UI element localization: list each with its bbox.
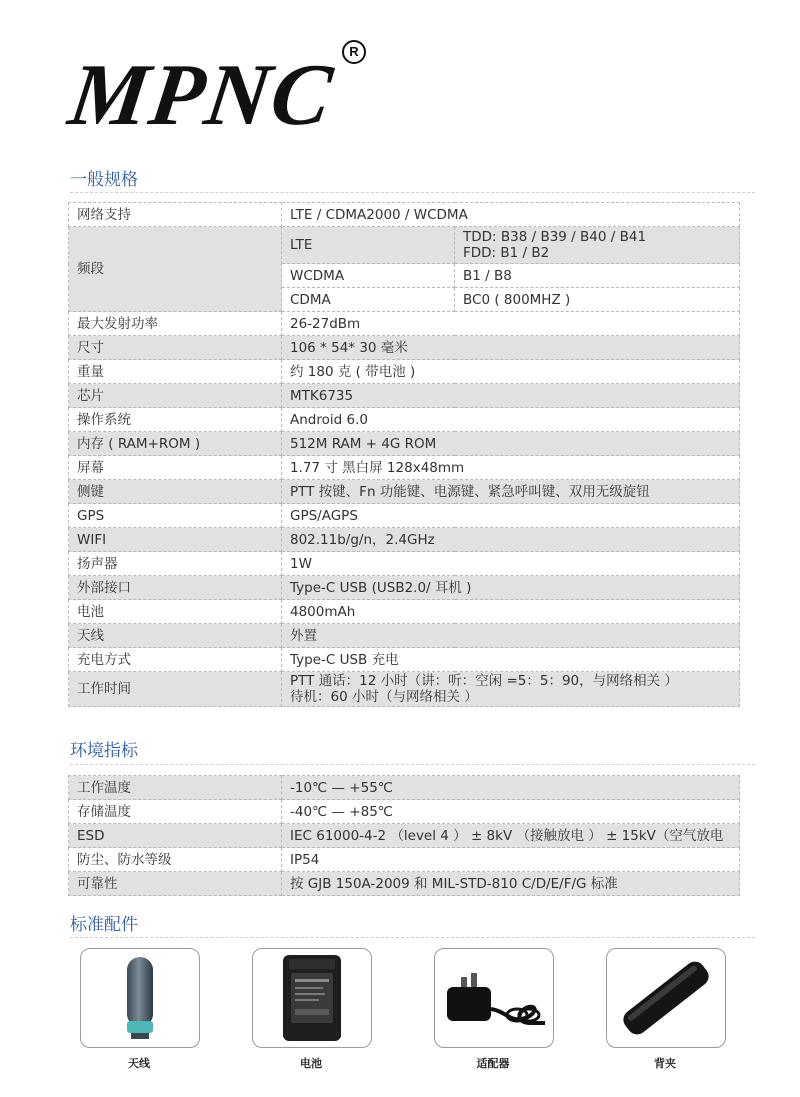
section-title-general: 一般规格 — [70, 170, 138, 190]
spec-value — [282, 672, 740, 707]
spec-key: 工作时间 — [69, 672, 282, 707]
accessory-card — [80, 948, 200, 1048]
adapter-icon — [435, 949, 553, 1047]
section-divider — [70, 937, 755, 938]
table-row — [69, 600, 740, 624]
accessory-label: 电池 — [300, 1057, 322, 1070]
table-row — [69, 456, 740, 480]
section-divider — [70, 764, 755, 765]
table-row — [69, 848, 740, 872]
table-row — [69, 552, 740, 576]
band-value-line: FDD: B1 / B2 — [463, 245, 550, 261]
band-name: LTE — [282, 227, 455, 264]
band-value — [455, 227, 740, 264]
spec-value: 512M RAM + 4G ROM — [282, 432, 740, 456]
spec-key: 侧键 — [69, 480, 282, 504]
table-row — [69, 648, 740, 672]
work-time-line: 待机：60 小时（与网络相关 ） — [290, 689, 478, 705]
table-row — [69, 384, 740, 408]
table-row — [69, 336, 740, 360]
brand-logo: MPNC — [63, 47, 340, 144]
spec-key: 屏幕 — [69, 456, 282, 480]
table-row — [69, 872, 740, 896]
band-name: WCDMA — [282, 264, 455, 288]
spec-value: 约 180 克 ( 带电池 ) — [282, 360, 740, 384]
band-value: BC0 ( 800MHZ ) — [455, 288, 740, 312]
section-title-environment: 环境指标 — [70, 741, 138, 761]
table-row — [69, 360, 740, 384]
spec-key: 天线 — [69, 624, 282, 648]
table-row — [69, 432, 740, 456]
table-row — [69, 203, 740, 227]
spec-value: -40℃ — +85℃ — [282, 800, 740, 824]
accessory-card — [252, 948, 372, 1048]
belt-clip-icon — [607, 949, 725, 1047]
table-row — [69, 824, 740, 848]
spec-value: 1W — [282, 552, 740, 576]
spec-value: 802.11b/g/n，2.4GHz — [282, 528, 740, 552]
environment-spec-table — [68, 775, 740, 896]
spec-key: 尺寸 — [69, 336, 282, 360]
band-value: B1 / B8 — [455, 264, 740, 288]
spec-key: 扬声器 — [69, 552, 282, 576]
spec-value: 1.77 寸 黑白屏 128x48mm — [282, 456, 740, 480]
spec-key: 可靠性 — [69, 872, 282, 896]
table-row — [69, 800, 740, 824]
spec-key: ESD — [69, 824, 282, 848]
spec-value: 外置 — [282, 624, 740, 648]
table-row — [69, 624, 740, 648]
spec-key: 电池 — [69, 600, 282, 624]
band-value-line: TDD: B38 / B39 / B40 / B41 — [463, 229, 647, 245]
table-row — [69, 672, 740, 707]
spec-key: WIFI — [69, 528, 282, 552]
spec-value: Type-C USB 充电 — [282, 648, 740, 672]
spec-value: -10℃ — +55℃ — [282, 776, 740, 800]
spec-value: 26-27dBm — [282, 312, 740, 336]
work-time-line: PTT 通话：12 小时（讲：听：空闲 =5：5：90，与网络相关 ） — [290, 673, 678, 689]
accessory-label: 背夹 — [654, 1057, 676, 1070]
spec-value: IP54 — [282, 848, 740, 872]
antenna-icon — [81, 949, 199, 1047]
spec-key: 重量 — [69, 360, 282, 384]
spec-value: GPS/AGPS — [282, 504, 740, 528]
spec-key: 充电方式 — [69, 648, 282, 672]
spec-value: MTK6735 — [282, 384, 740, 408]
table-row — [69, 528, 740, 552]
general-spec-table — [68, 202, 740, 707]
table-row — [69, 408, 740, 432]
table-row — [69, 227, 740, 264]
spec-value: PTT 按键、Fn 功能键、电源键、紧急呼叫键、双用无级旋钮 — [282, 480, 740, 504]
table-row — [69, 576, 740, 600]
spec-value: 106 * 54* 30 毫米 — [282, 336, 740, 360]
spec-value: 4800mAh — [282, 600, 740, 624]
table-row — [69, 504, 740, 528]
spec-value: 按 GJB 150A-2009 和 MIL-STD-810 C/D/E/F/G 标准 — [282, 872, 740, 896]
section-divider — [70, 192, 755, 193]
registered-mark: R — [342, 40, 366, 64]
spec-value: Type-C USB (USB2.0/ 耳机 ) — [282, 576, 740, 600]
spec-key: 操作系统 — [69, 408, 282, 432]
accessory-label: 天线 — [128, 1057, 150, 1070]
spec-key: 存储温度 — [69, 800, 282, 824]
accessory-card — [606, 948, 726, 1048]
spec-key: 频段 — [69, 227, 282, 312]
battery-icon — [253, 949, 371, 1047]
spec-key: 网络支持 — [69, 203, 282, 227]
table-row — [69, 480, 740, 504]
table-row — [69, 312, 740, 336]
section-title-accessories: 标准配件 — [70, 915, 138, 935]
table-row — [69, 776, 740, 800]
spec-value: LTE / CDMA2000 / WCDMA — [282, 203, 740, 227]
spec-value: Android 6.0 — [282, 408, 740, 432]
spec-key: 内存 ( RAM+ROM ) — [69, 432, 282, 456]
spec-key: 外部接口 — [69, 576, 282, 600]
spec-key: GPS — [69, 504, 282, 528]
spec-key: 芯片 — [69, 384, 282, 408]
spec-key: 最大发射功率 — [69, 312, 282, 336]
spec-key: 防尘、防水等级 — [69, 848, 282, 872]
spec-key: 工作温度 — [69, 776, 282, 800]
accessory-label: 适配器 — [476, 1057, 510, 1070]
band-name: CDMA — [282, 288, 455, 312]
spec-value: IEC 61000-4-2 （level 4 ） ± 8kV （接触放电 ） ± 15kV（空气放电 — [282, 824, 740, 848]
accessory-card — [434, 948, 554, 1048]
